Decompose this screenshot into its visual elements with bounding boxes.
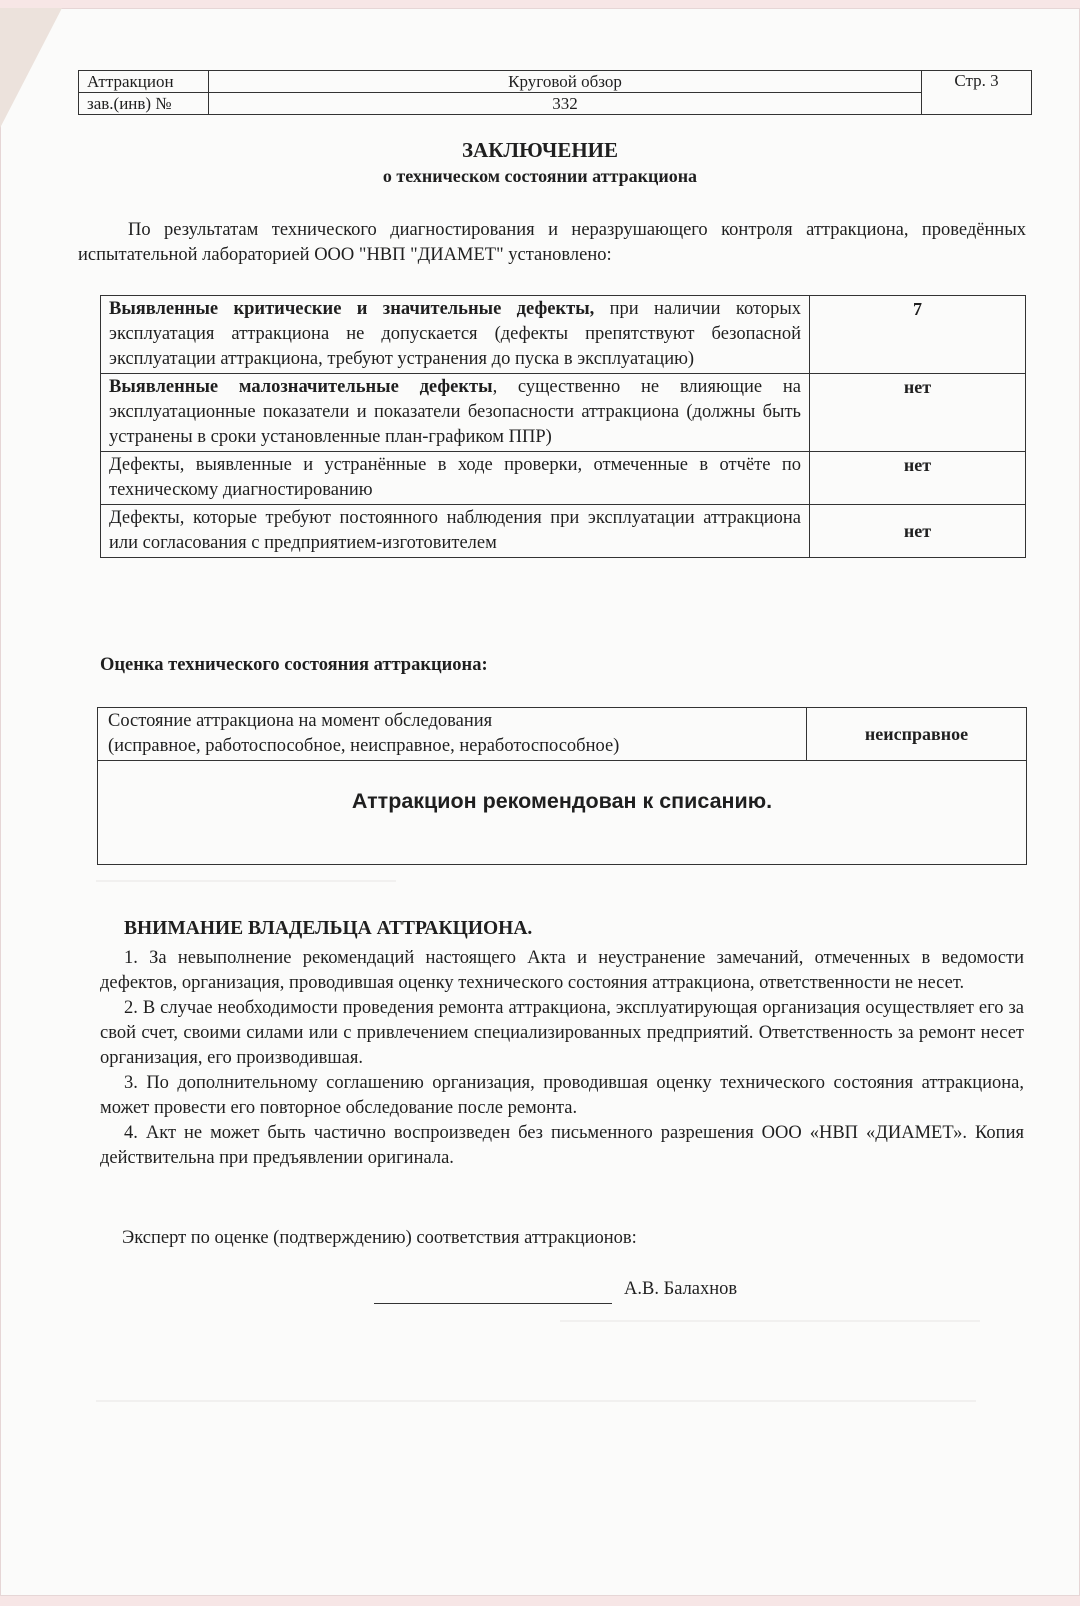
folded-corner bbox=[0, 8, 62, 128]
bleed-through-line bbox=[560, 1320, 980, 1322]
defects-count: нет bbox=[810, 374, 1026, 452]
header-attraction-label: Аттракцион bbox=[79, 71, 209, 93]
warning-list bbox=[100, 946, 1024, 1171]
expert-name: А.В. Балахнов bbox=[624, 1279, 738, 1299]
defects-description: Дефекты, выявленные и устранённые в ходе проверки, отмеченные в отчёте по техническому диагностированию bbox=[101, 452, 810, 505]
defects-row-minor bbox=[101, 374, 1026, 452]
defects-count: нет bbox=[810, 505, 1026, 558]
recommendation: Аттракцион рекомендован к списанию. bbox=[98, 761, 1027, 865]
defects-description: Выявленные малозначительные дефекты, существенно не влияющие на эксплуатационные показатели и показатели безопасности аттракциона (должны быть устранены в сроки установленные план-графиком ППР) bbox=[101, 374, 810, 452]
state-label-line1: Состояние аттракциона на момент обследования bbox=[108, 711, 493, 731]
header-serial-label: зав.(инв) № bbox=[79, 93, 209, 115]
state-table bbox=[97, 707, 1027, 865]
defects-row-critical bbox=[101, 296, 1026, 374]
defects-row-fixed bbox=[101, 452, 1026, 505]
header-serial-value: 332 bbox=[209, 93, 922, 115]
defects-count: нет bbox=[810, 452, 1026, 505]
state-value: неисправное bbox=[807, 708, 1027, 761]
defects-row-monitoring bbox=[101, 505, 1026, 558]
document-subtitle: о техническом состоянии аттракциона bbox=[382, 166, 698, 186]
defects-description: Выявленные критические и значительные дефекты, при наличии которых эксплуатация аттракциона не допускается (дефекты препятствуют безопасной эксплуатации аттракциона, требуют устранения до пуска в эксплуатацию) bbox=[101, 296, 810, 374]
warning-item: 2. В случае необходимости проведения ремонта аттракциона, эксплуатирующая организация осуществляет его за свой счет, своими силами или с привлечением специализированных предприятий. Ответственность за ремонт несет организация, его производившая. bbox=[100, 998, 1024, 1068]
defects-table bbox=[100, 295, 1026, 558]
header-table bbox=[78, 70, 1032, 115]
bleed-through-line bbox=[96, 1400, 976, 1402]
state-label-line2: (исправное, работоспособное, неисправное, неработоспособное) bbox=[108, 736, 620, 756]
bleed-through-line bbox=[96, 880, 396, 882]
warning-item: 4. Акт не может быть частично воспроизведен без письменного разрешения ООО «НВП «ДИАМЕТ». Копия действительна при предъявлении оригинала. bbox=[100, 1123, 1024, 1168]
signature-line bbox=[374, 1303, 612, 1304]
intro-paragraph: По результатам технического диагностирования и неразрушающего контроля аттракциона, проведённых испытательной лабораторией ООО "НВП "ДИАМЕТ" установлено: bbox=[78, 220, 1026, 265]
header-page-number: Стр. 3 bbox=[922, 71, 1032, 115]
warning-item: 3. По дополнительному соглашению организация, проводившая оценку технического состояния аттракциона, может провести его повторное обследование после ремонта. bbox=[100, 1073, 1024, 1118]
document-title: ЗАКЛЮЧЕНИЕ bbox=[461, 138, 619, 162]
warning-item: 1. За невыполнение рекомендаций настоящего Акта и неустранение замечаний, отмеченных в ведомости дефектов, организация, проводившая оценку технического состояния аттракциона, ответственности не несет. bbox=[100, 948, 1024, 993]
warning-heading: ВНИМАНИЕ ВЛАДЕЛЬЦА АТТРАКЦИОНА. bbox=[124, 918, 533, 939]
header-attraction-name: Круговой обзор bbox=[209, 71, 922, 93]
defects-description: Дефекты, которые требуют постоянного наблюдения при эксплуатации аттракциона или согласования с предприятием-изготовителем bbox=[101, 505, 810, 558]
expert-label: Эксперт по оценке (подтверждению) соответствия аттракционов: bbox=[122, 1228, 637, 1248]
defects-count: 7 bbox=[810, 296, 1026, 374]
state-label bbox=[98, 708, 807, 761]
assessment-heading: Оценка технического состояния аттракциона: bbox=[100, 655, 488, 675]
